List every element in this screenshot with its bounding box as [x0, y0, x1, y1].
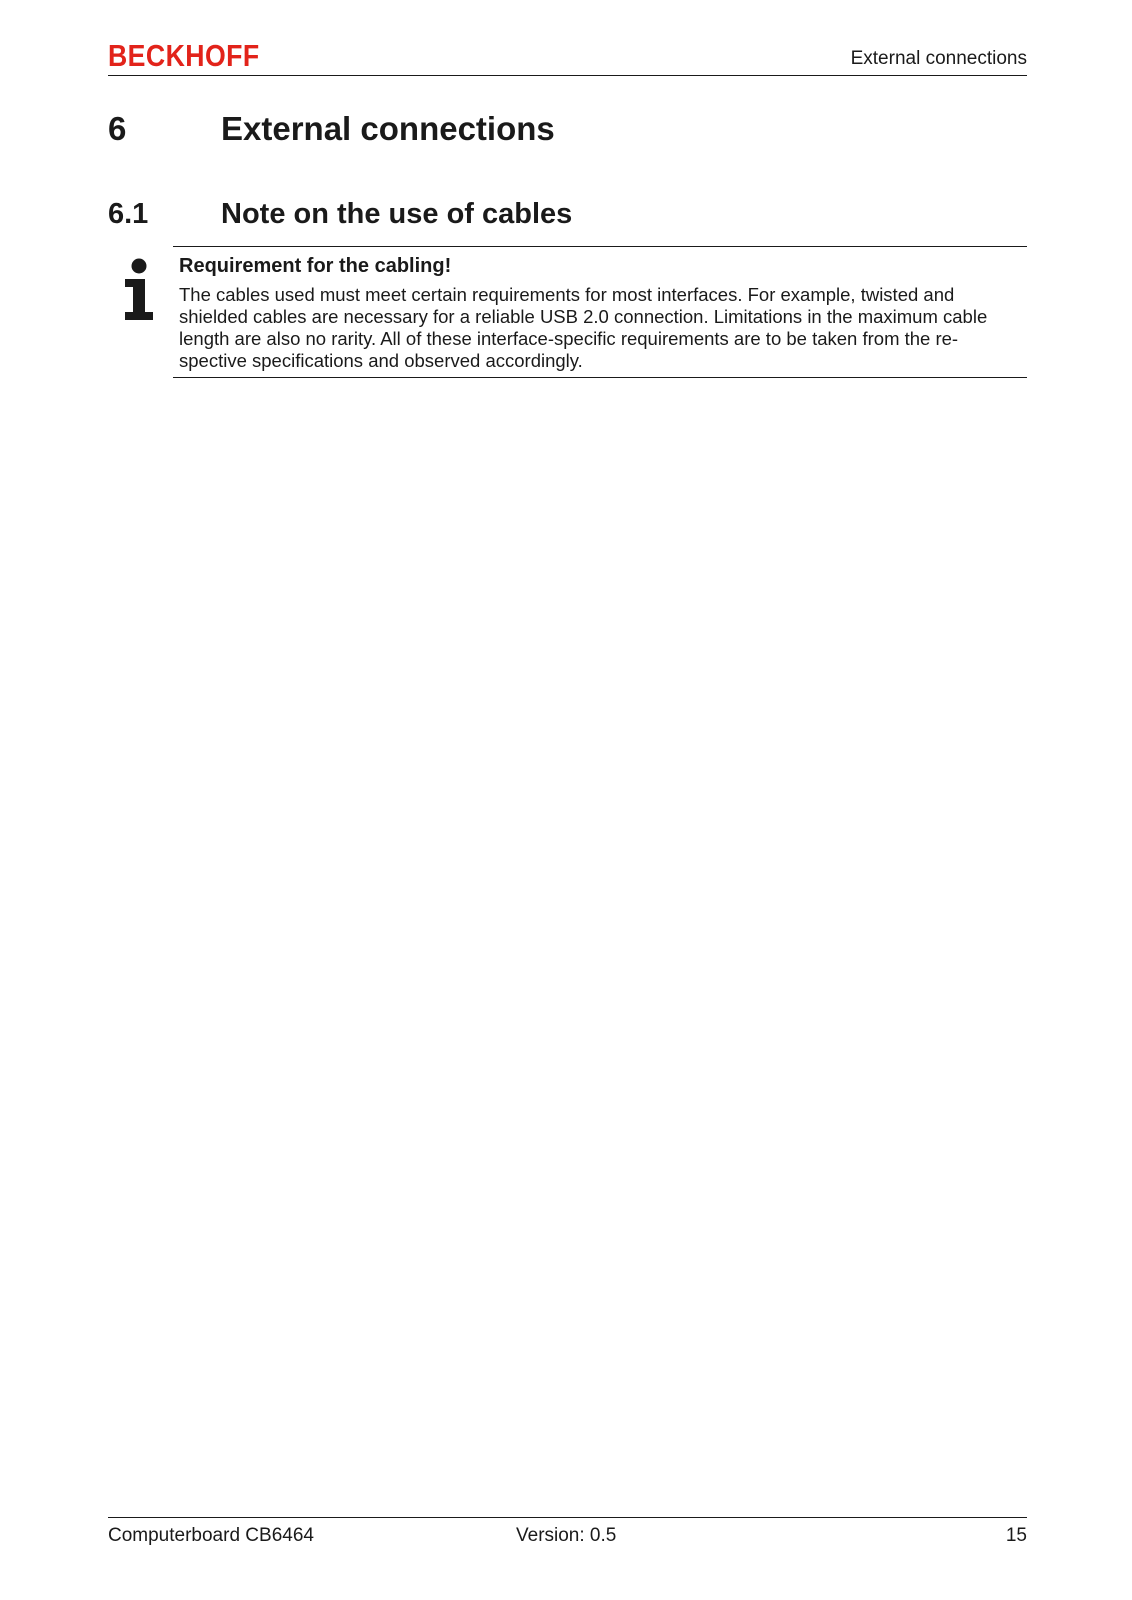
- section-title: Note on the use of cables: [221, 198, 573, 230]
- header-section-title: External connections: [850, 48, 1027, 69]
- note-body: [179, 284, 1029, 372]
- header-divider: [108, 75, 1027, 76]
- note-title: Requirement for the cabling!: [179, 255, 452, 277]
- footer-page-number: 15: [1005, 1525, 1027, 1546]
- beckhoff-logo: BECKHOFF: [108, 38, 260, 73]
- chapter-title: External connections: [221, 110, 555, 147]
- note-line: shielded cables are necessary for a reliable USB 2.0 connection. Limitations in the maximum cable: [179, 306, 988, 327]
- note-line: length are also no rarity. All of these interface-specific requirements are to be taken from the re-: [179, 328, 959, 349]
- section-number: 6.1: [108, 198, 149, 230]
- note-line: spective specifications and observed accordingly.: [179, 350, 583, 371]
- note-top-divider: [173, 246, 1027, 247]
- info-icon: [122, 258, 156, 322]
- chapter-number: 6: [108, 110, 127, 147]
- note-line: The cables used must meet certain requirements for most interfaces. For example, twisted and: [179, 284, 955, 305]
- footer-divider: [108, 1517, 1027, 1518]
- note-bottom-divider: [173, 377, 1027, 378]
- footer-product-name: Computerboard CB6464: [108, 1525, 314, 1546]
- footer-version: Version: 0.5: [516, 1525, 617, 1546]
